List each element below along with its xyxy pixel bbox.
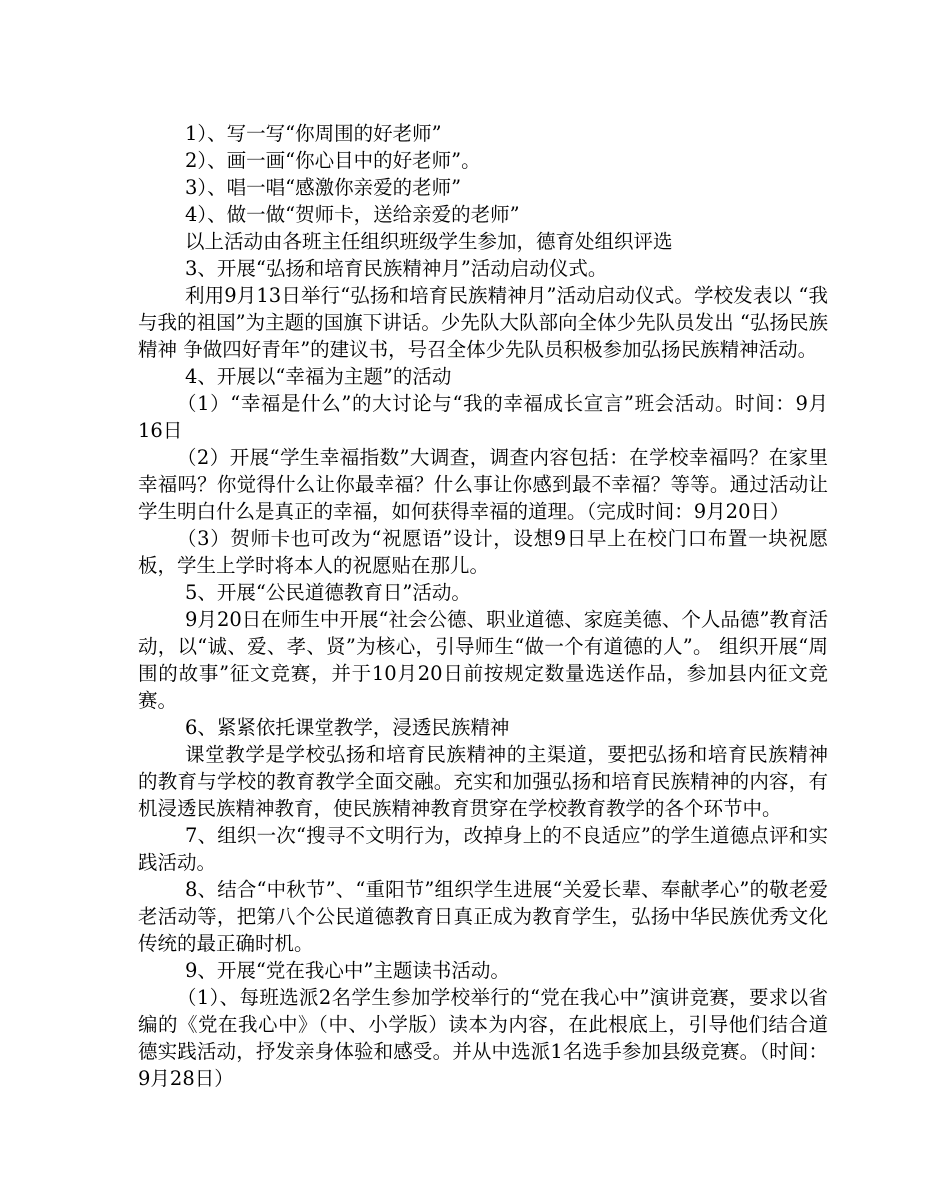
paragraph-4-1: （1）“幸福是什么”的大讨论与“我的幸福成长宣言”班会活动。时间：9月16日	[138, 392, 828, 442]
paragraph-7: 7、组织一次“搜寻不文明行为，改掉身上的不良适应”的学生道德点评和实践活动。	[138, 824, 828, 874]
document-page	[138, 120, 828, 1092]
list-item: 2）、画一画“你心目中的好老师”。	[185, 149, 481, 172]
list-item: 4）、做一做“贺师卡，送给亲爱的老师”	[185, 203, 520, 226]
paragraph-4-3: （3）贺师卡也可改为“祝愿语”设计，设想9日早上在校门口布置一块祝愿板，学生上学时将本人的祝愿贴在那儿。	[138, 527, 828, 577]
section-heading-3: 3、开展“弘扬和培育民族精神月”活动启动仪式。	[185, 257, 608, 280]
section-heading-6: 6、紧紧依托课堂教学，浸透民族精神	[185, 716, 510, 739]
list-item: 3）、唱一唱“感激你亲爱的老师”	[185, 176, 462, 199]
paragraph-9-1: （1）、每班选派2名学生参加学校举行的“党在我心中”演讲竞赛，要求以省编的《党在我心中》（中、小学版）读本为内容，在此根底上，引导他们结合道德实践活动，抒发亲身体验和感受。并从中选派1名选手参加县级竞赛。（时间：9月28日）	[138, 986, 828, 1090]
section-heading-5: 5、开展“公民道德教育日”活动。	[185, 581, 471, 604]
section-heading-4: 4、开展以“幸福为主题”的活动	[185, 365, 452, 388]
list-item: 1）、写一写“你周围的好老师”	[185, 122, 442, 145]
section-heading-9: 9、开展“党在我心中”主题读书活动。	[185, 959, 510, 982]
paragraph-ceremony: 利用9月13日举行“弘扬和培育民族精神月”活动启动仪式。学校发表以 “我与我的祖国”为主题的国旗下讲话。少先队大队部向全体少先队员发出 “弘扬民族精神 争做四好青年”的建议书，号召全体少先队员积极参加弘扬民族精神活动。	[138, 284, 828, 361]
paragraph-6: 课堂教学是学校弘扬和培育民族精神的主渠道，要把弘扬和培育民族精神的教育与学校的教育教学全面交融。充实和加强弘扬和培育民族精神的内容，有机浸透民族精神教育，使民族精神教育贯穿在学校教育教学的各个环节中。	[138, 743, 828, 820]
note-line: 以上活动由各班主任组织班级学生参加，德育处组织评选	[185, 230, 673, 253]
paragraph-8: 8、结合“中秋节”、“重阳节”组织学生进展“关爱长辈、奉献孝心”的敬老爱老活动等，把第八个公民道德教育日真正成为教育学生，弘扬中华民族优秀文化传统的最正确时机。	[138, 878, 828, 955]
paragraph-5: 9月20日在师生中开展“社会公德、职业道德、家庭美德、个人品德”教育活动，以“诚、爱、孝、贤”为核心，引导师生“做一个有道德的人”。 组织开展“周围的故事”征文竞赛，并于10月20日前按规定数量选送作品，参加县内征文竞赛。	[138, 608, 828, 712]
paragraph-4-2: （2）开展“学生幸福指数”大调查，调查内容包括：在学校幸福吗？在家里幸福吗？你觉得什么让你最幸福？什么事让你感到最不幸福？等等。通过活动让学生明白什么是真正的幸福，如何获得幸福的道理。（完成时间：9月20日）	[138, 446, 828, 523]
